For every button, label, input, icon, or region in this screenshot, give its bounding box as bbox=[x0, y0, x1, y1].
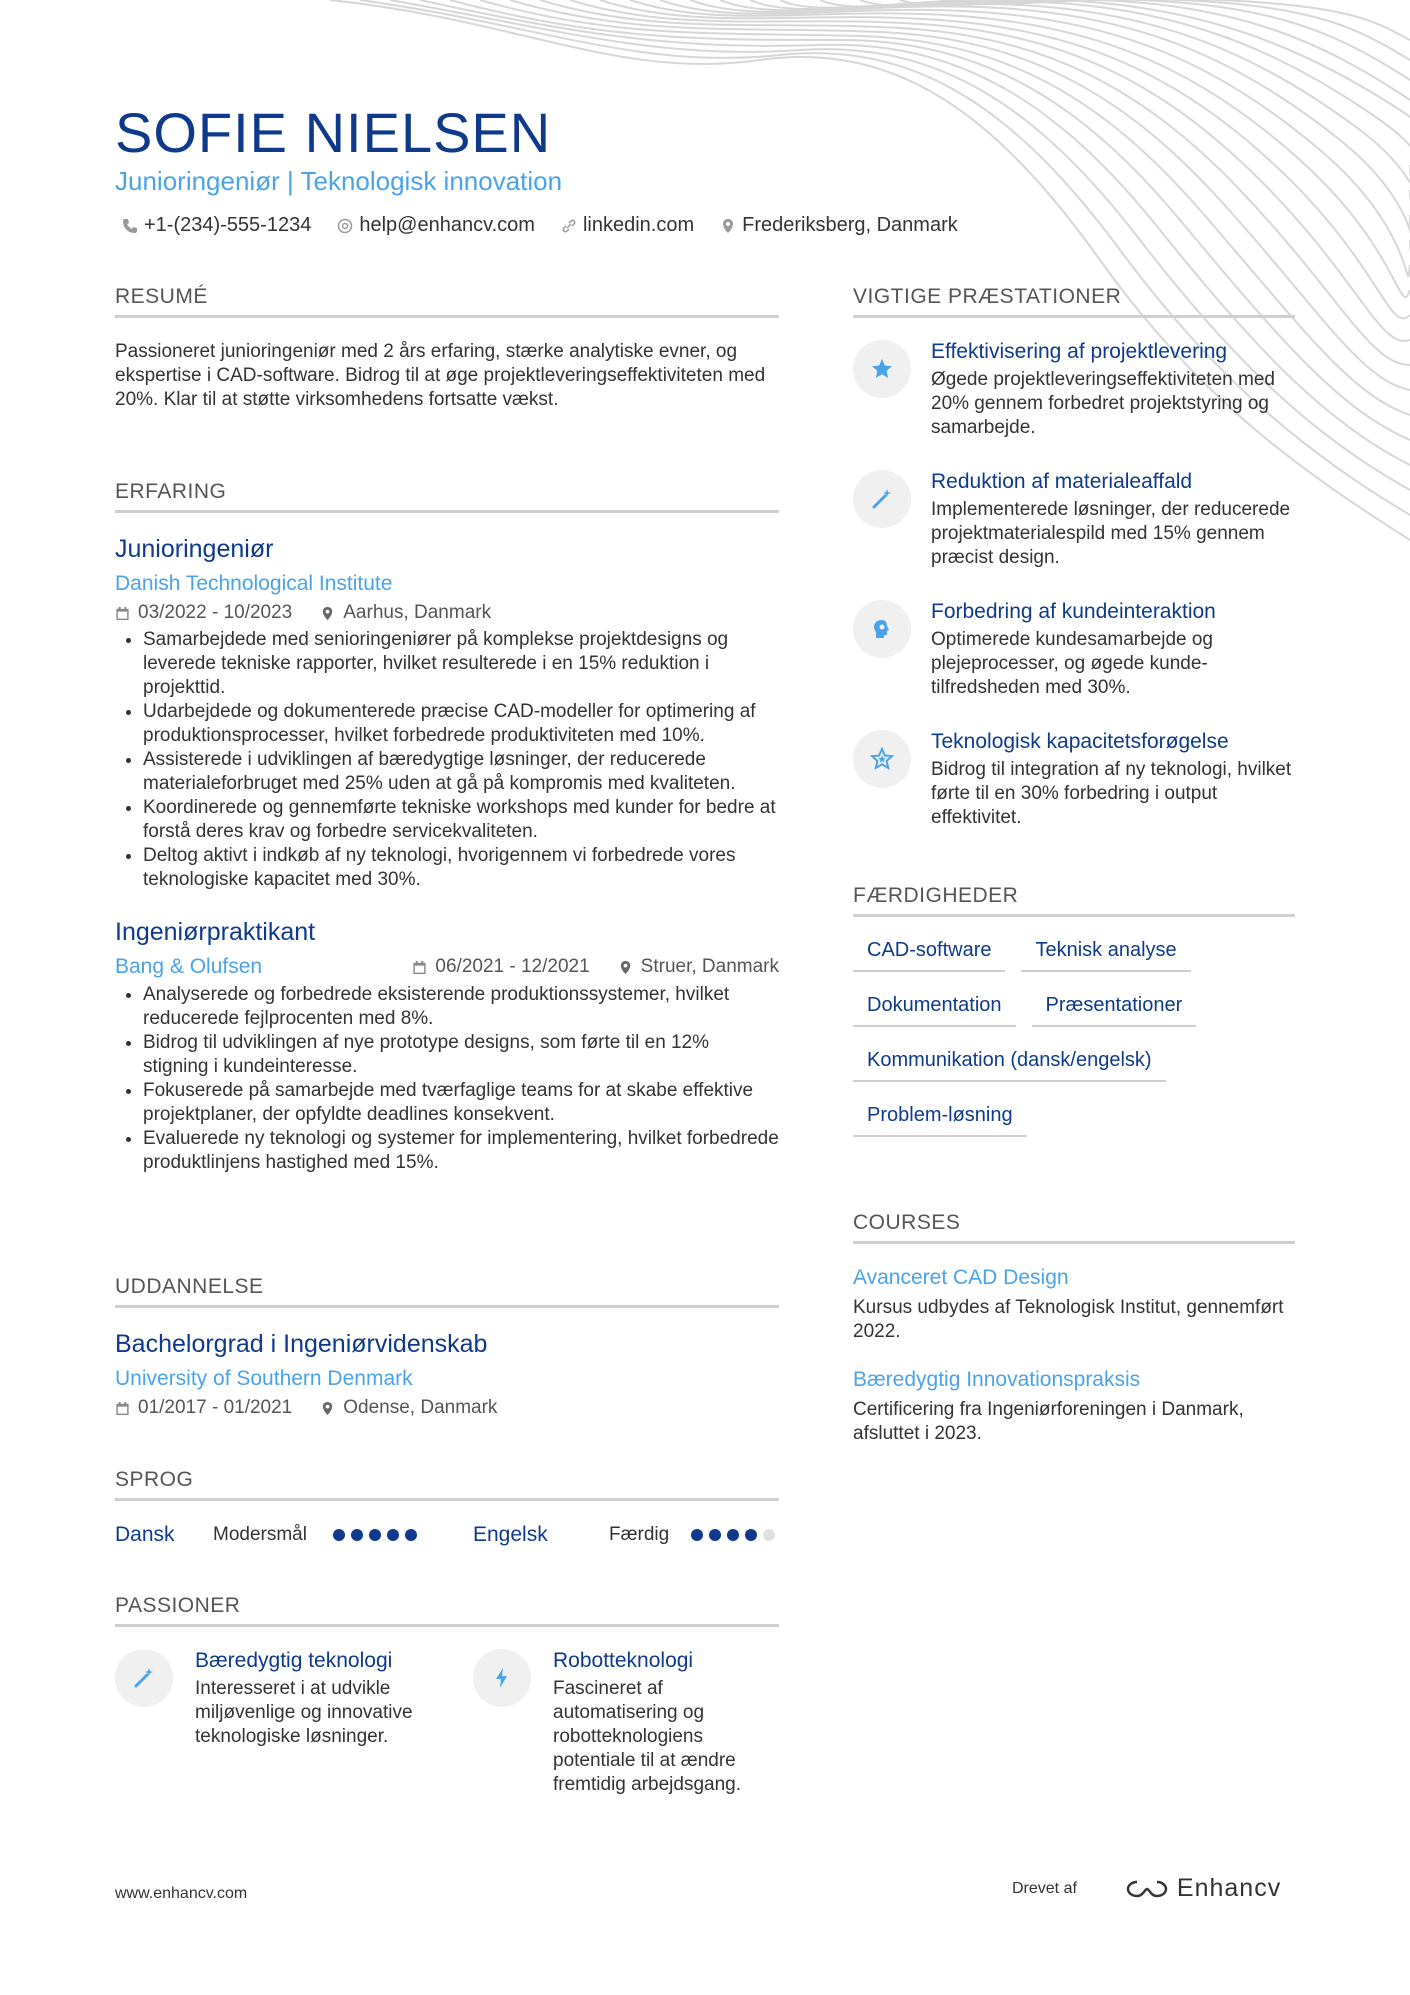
job-meta bbox=[115, 602, 779, 624]
skill-tag: Præsentationer bbox=[1032, 994, 1197, 1027]
brand-logo[interactable] bbox=[1125, 1874, 1281, 1903]
footer-branding bbox=[1012, 1874, 1281, 1903]
phone-icon bbox=[122, 218, 138, 234]
language-proficiency-dots bbox=[333, 1529, 473, 1541]
passions-section bbox=[115, 1594, 779, 1797]
education-dates bbox=[115, 1397, 292, 1419]
job-bullet: • Koordinerede og gennemførte tekniske workshops med kunder for bedre at forstå deres krav og forbedre servicekvaliteten. bbox=[143, 796, 779, 844]
achievement-icon-circle bbox=[853, 470, 911, 528]
contact-bar bbox=[122, 214, 958, 237]
education-location bbox=[320, 1397, 497, 1419]
job-company-row bbox=[115, 955, 779, 979]
achievement-desc: Optimerede kundesamarbejde og plejeprocesser, og øgede kunde-tilfredsheden med 30%. bbox=[931, 629, 1214, 698]
achievement-item bbox=[853, 730, 1295, 830]
job-location bbox=[618, 956, 779, 978]
contact-location bbox=[720, 214, 958, 237]
link-icon bbox=[561, 218, 577, 234]
candidate-tagline: Junioringeniør | Teknologisk innovation bbox=[115, 166, 563, 196]
passion-item bbox=[115, 1649, 445, 1797]
proficiency-dot-filled bbox=[727, 1529, 739, 1541]
skill-tag: Dokumentation bbox=[853, 994, 1016, 1027]
linkedin-text: linkedin.com bbox=[582, 214, 695, 236]
location-pin-icon bbox=[320, 606, 335, 621]
skill-tag: Teknisk analyse bbox=[1021, 939, 1190, 972]
passions-list bbox=[115, 1649, 779, 1797]
achievement-icon-circle bbox=[853, 730, 911, 788]
job-bullet: • Assisterede i udviklingen af bæredygtige løsninger, der reducerede materialeforbruget med 25% uden at gå på kompromis med kvaliteten. bbox=[143, 748, 779, 796]
language-name: Dansk bbox=[115, 1523, 175, 1546]
contact-email[interactable] bbox=[337, 214, 535, 237]
location-pin-icon bbox=[618, 960, 633, 975]
star-outline-icon bbox=[870, 747, 894, 771]
powered-by-label: Drevet af bbox=[1012, 1879, 1077, 1897]
skills-list bbox=[853, 939, 1295, 1137]
achievement-title: Reduktion af materialeaffald bbox=[931, 470, 1193, 493]
job-bullets bbox=[115, 628, 779, 892]
job-dates bbox=[115, 602, 292, 624]
job-bullet: • Samarbejdede med senioringeniører på komplekse projektdesigns og leverede tekniske rapporter, hvilket resulterede i en 15% reduktion i projekttid. bbox=[143, 628, 779, 700]
head-icon bbox=[870, 617, 894, 641]
footer-website[interactable]: www.enhancv.com bbox=[115, 1885, 248, 1902]
job-meta bbox=[412, 956, 779, 978]
proficiency-dot-filled bbox=[333, 1529, 345, 1541]
job-dates-text: 03/2022 - 10/2023 bbox=[138, 602, 293, 623]
job-dates bbox=[412, 956, 589, 978]
job-role: Ingeniørpraktikant bbox=[115, 918, 316, 946]
education-section bbox=[115, 1275, 779, 1419]
course-desc: Certificering fra Ingeniørforeningen i Danmark, afsluttet i 2023. bbox=[853, 1399, 1244, 1444]
proficiency-dot-empty bbox=[763, 1529, 775, 1541]
at-sign-icon bbox=[337, 218, 353, 234]
courses-section bbox=[853, 1211, 1295, 1470]
lightning-bolt-icon bbox=[490, 1666, 514, 1690]
contact-phone[interactable] bbox=[122, 214, 311, 237]
achievements-heading: VIGTIGE PRÆSTATIONER bbox=[853, 285, 1295, 318]
course-desc: Kursus udbydes af Teknologisk Institut, gennemført 2022. bbox=[853, 1297, 1284, 1342]
job-bullet: • Deltog aktivt i indkøb af ny teknologi, hvorigennem vi forbedrede vores teknologiske kapacitet med 30%. bbox=[143, 844, 779, 892]
languages-row bbox=[115, 1523, 779, 1547]
education-location-text: Odense, Danmark bbox=[343, 1397, 498, 1418]
job-bullet: • Fokuserede på samarbejde med tværfaglige teams for at skabe effektive projektplaner, der opfyldte deadlines konsekvent. bbox=[143, 1079, 779, 1127]
magic-wand-icon bbox=[132, 1666, 156, 1690]
calendar-icon bbox=[412, 960, 427, 975]
achievement-desc: Øgede projektleveringseffektiviteten med 20% gennem forbedret projektstyring og samarbejde. bbox=[931, 369, 1275, 438]
achievement-icon-circle bbox=[853, 340, 911, 398]
achievement-title: Effektivisering af projektlevering bbox=[931, 340, 1228, 363]
courses-heading: COURSES bbox=[853, 1211, 1295, 1244]
proficiency-dot-filled bbox=[691, 1529, 703, 1541]
infinity-logo-icon bbox=[1125, 1877, 1169, 1901]
passion-title: Bæredygtig teknologi bbox=[195, 1649, 393, 1672]
job-company: Bang & Olufsen bbox=[115, 955, 263, 978]
job-bullet: • Evaluerede ny teknologi og systemer for implementering, hvilket forbedrede produktlinjens hastighed med 15%. bbox=[143, 1127, 779, 1175]
achievement-title: Forbedring af kundeinteraktion bbox=[931, 600, 1216, 623]
languages-heading: SPROG bbox=[115, 1468, 779, 1501]
education-heading: UDDANNELSE bbox=[115, 1275, 779, 1308]
location-pin-icon bbox=[320, 1401, 335, 1416]
job-bullet: • Bidrog til udviklingen af nye prototype designs, som førte til en 12% stigning i kundeinteresse. bbox=[143, 1031, 779, 1079]
passion-icon-circle bbox=[473, 1649, 531, 1707]
job-company: Danish Technological Institute bbox=[115, 572, 393, 595]
achievement-item bbox=[853, 470, 1295, 570]
experience-section bbox=[115, 480, 779, 1175]
job-role: Junioringeniør bbox=[115, 535, 274, 563]
location-pin-icon bbox=[720, 218, 736, 234]
passion-item bbox=[473, 1649, 773, 1797]
email-text: help@enhancv.com bbox=[359, 214, 535, 236]
location-text: Frederiksberg, Danmark bbox=[742, 214, 958, 236]
proficiency-dot-filled bbox=[745, 1529, 757, 1541]
contact-linkedin[interactable] bbox=[561, 214, 694, 237]
passion-desc: Fascineret af automatisering og robotteknologiens potentiale til at ændre fremtidig arbejdsgang. bbox=[553, 1678, 741, 1795]
skills-heading: FÆRDIGHEDER bbox=[853, 884, 1295, 917]
language-proficiency-dots bbox=[691, 1529, 775, 1541]
proficiency-dot-filled bbox=[387, 1529, 399, 1541]
proficiency-dot-filled bbox=[369, 1529, 381, 1541]
job-bullets bbox=[115, 983, 779, 1175]
education-degree: Bachelorgrad i Ingeniørvidenskab bbox=[115, 1330, 488, 1358]
job-location-text: Struer, Danmark bbox=[640, 956, 779, 977]
calendar-icon bbox=[115, 1401, 130, 1416]
summary-heading: RESUMÉ bbox=[115, 285, 779, 318]
course-title: Avanceret CAD Design bbox=[853, 1266, 1069, 1289]
calendar-icon bbox=[115, 606, 130, 621]
job-bullet: • Udarbejdede og dokumenterede præcise CAD-modeller for optimering af produktionsprocesser, hvilket forbedrede produktiviteten med 10%. bbox=[143, 700, 779, 748]
job-location bbox=[320, 602, 491, 624]
experience-heading: ERFARING bbox=[115, 480, 779, 513]
star-icon bbox=[870, 357, 894, 381]
education-dates-text: 01/2017 - 01/2021 bbox=[138, 1397, 293, 1418]
magic-wand-icon bbox=[870, 487, 894, 511]
achievement-desc: Bidrog til integration af ny teknologi, hvilket førte til en 30% forbedring i output effektivitet. bbox=[931, 759, 1292, 828]
achievements-section bbox=[853, 285, 1295, 860]
education-meta bbox=[115, 1397, 779, 1419]
brand-name: Enhancv bbox=[1176, 1874, 1282, 1902]
passion-desc: Interesseret i at udvikle miljøvenlige og innovative teknologiske løsninger. bbox=[195, 1678, 413, 1747]
languages-section bbox=[115, 1468, 779, 1547]
achievement-title: Teknologisk kapacitetsforøgelse bbox=[931, 730, 1229, 753]
passion-icon-circle bbox=[115, 1649, 173, 1707]
job-bullet: • Analyserede og forbedrede eksisterende produktionssystemer, hvilket reducerede fejlprocenten med 8%. bbox=[143, 983, 779, 1031]
language-level: Modersmål bbox=[213, 1524, 307, 1545]
skills-section bbox=[853, 884, 1295, 1137]
achievement-item bbox=[853, 600, 1295, 700]
job-location-text: Aarhus, Danmark bbox=[343, 602, 492, 623]
summary-text: Passioneret junioringeniør med 2 års erfaring, stærke analytiske evner, og ekspertise i CAD-software. Bidrog til at øge projektleveringseffektiviteten med 20%. Klar til at støtte virksomhedens fortsatte vækst. bbox=[115, 341, 766, 410]
passion-title: Robotteknologi bbox=[553, 1649, 694, 1672]
skill-tag: Kommunikation (dansk/engelsk) bbox=[853, 1049, 1166, 1082]
phone-text: +1-(234)-555-1234 bbox=[144, 214, 312, 236]
achievement-icon-circle bbox=[853, 600, 911, 658]
skill-tag: Problem-løsning bbox=[853, 1104, 1027, 1137]
achievement-desc: Implementerede løsninger, der reducerede projektmaterialespild med 15% gennem præcist design. bbox=[931, 499, 1291, 568]
proficiency-dot-filled bbox=[351, 1529, 363, 1541]
job-entry bbox=[115, 535, 779, 892]
job-entry bbox=[115, 918, 779, 1175]
education-school: University of Southern Denmark bbox=[115, 1367, 413, 1390]
proficiency-dot-filled bbox=[709, 1529, 721, 1541]
job-dates-text: 06/2021 - 12/2021 bbox=[435, 956, 590, 977]
candidate-name: SOFIE NIELSEN bbox=[115, 101, 552, 164]
achievement-item bbox=[853, 340, 1295, 440]
passions-heading: PASSIONER bbox=[115, 1594, 779, 1627]
language-level: Færdig bbox=[609, 1524, 670, 1545]
skill-tag: CAD-software bbox=[853, 939, 1005, 972]
summary-section bbox=[115, 285, 779, 412]
course-title: Bæredygtig Innovationspraksis bbox=[853, 1368, 1141, 1391]
language-name: Engelsk bbox=[473, 1523, 548, 1546]
proficiency-dot-filled bbox=[405, 1529, 417, 1541]
